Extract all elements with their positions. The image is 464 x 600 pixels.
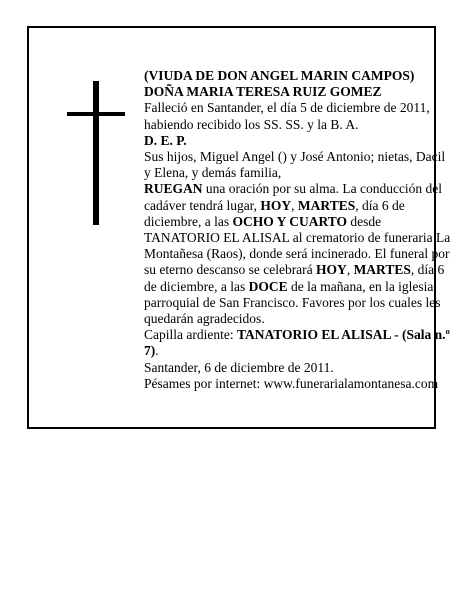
body-text-1: una oración por su alma. La conducción del cadáver tendrá lugar, [144,181,443,213]
martes-text-1: MARTES [297,197,356,213]
martes-text-2: MARTES [353,262,411,278]
dep-text: D. E. P. [144,132,187,148]
dep-line [144,133,454,149]
conduction-time: OCHO Y CUARTO [232,213,348,229]
chapel-end: . [155,343,159,359]
ceremony-paragraph [144,181,454,327]
separator-2: , [346,262,354,278]
body-text-3: desde TANATORIO EL ALISAL al crematorio de funeraria La Montañesa (Raos), donde será incinerado. El funeral por su eterno descanso se celebrará [144,213,451,278]
death-info: Falleció en Santander, el día 5 de diciembre de 2011, habiendo recibido los SS. SS. y la B. A. [144,100,430,132]
deceased-name [144,84,454,100]
body-text-2: , día 6 de diciembre, a las [144,197,405,229]
family-line: Sus hijos, Miguel Angel () y José Antonio; nietas, Dacil y Elena, y demás familia, [144,149,446,181]
cross-horizontal-bar [67,112,125,116]
cross-vertical-bar [93,81,99,225]
body-text-5: de la mañana, en la iglesia parroquial de San Francisco. Favores por los cuales les quedarán agradecidos. [144,278,441,327]
deceased-name-text: DOÑA MARIA TERESA RUIZ GOMEZ [144,84,382,100]
header-line [144,68,454,84]
date-line: Santander, 6 de diciembre de 2011. [144,359,334,375]
obituary-notice [27,26,451,429]
hoy-text-1: HOY [260,197,292,213]
chapel-line [144,327,454,359]
header-line-text: (VIUDA DE DON ANGEL MARIN CAMPOS) [144,68,415,83]
chapel-value: TANATORIO EL ALISAL - (Sala n.º 7) [144,327,450,359]
hoy-text-2: HOY [316,262,347,278]
chapel-label: Capilla ardiente: [144,327,237,343]
ruegan-text: RUEGAN [144,181,203,197]
separator-1: , [291,197,298,213]
condolences-line: Pésames por internet: www.funerarialamontanesa.com [144,375,439,391]
funeral-time: DOCE [248,278,288,294]
notice-text [144,68,454,392]
body-text-4: , día 6 de diciembre, a las [144,262,445,294]
